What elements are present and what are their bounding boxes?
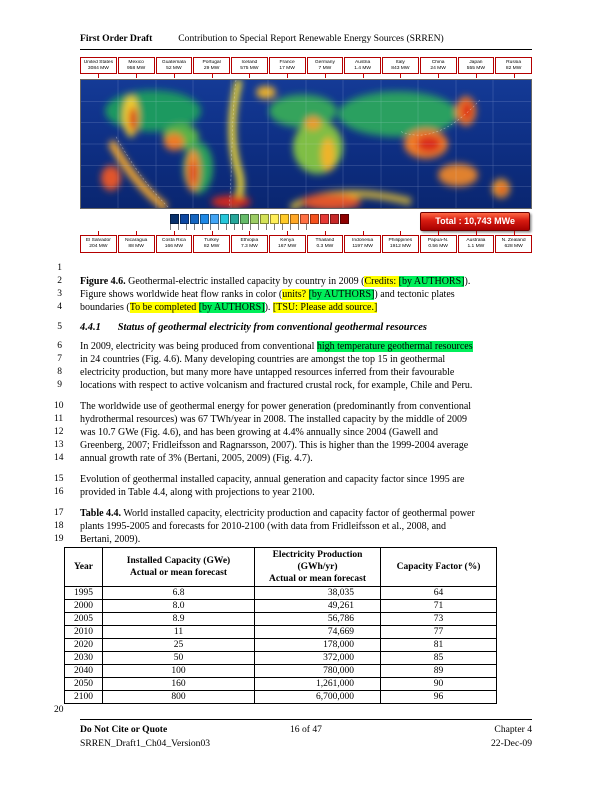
section-heading — [54, 321, 532, 334]
line-number: 15 — [54, 474, 64, 484]
paragraph-text: electricity production, but many more have untapped resources inferred from their favourable — [80, 367, 455, 378]
paragraph-line — [54, 353, 532, 366]
figure-caption-line-3 — [54, 301, 532, 314]
country-capacity-value: 575 MW — [240, 65, 259, 71]
cell-capacity-factor: 64 — [381, 587, 497, 600]
country-name: Kenya — [280, 237, 295, 243]
line-number: 7 — [57, 354, 62, 364]
country-capacity-box — [118, 235, 155, 252]
country-name: Ethiopia — [240, 237, 259, 243]
cell-electricity-production: 56,786 — [255, 613, 381, 626]
country-capacity-box — [118, 57, 155, 74]
section-heading-text — [80, 321, 532, 334]
table-caption-line-3 — [54, 533, 532, 546]
line-number: 11 — [54, 414, 64, 424]
country-name: Turkey — [204, 237, 219, 243]
heatflow-scale-swatch — [320, 214, 329, 224]
cell-year: 2000 — [65, 600, 103, 613]
line-number: 18 — [54, 521, 64, 531]
country-name: Costa Rica — [161, 237, 186, 243]
table-row — [65, 652, 497, 665]
col-header-line: Installed Capacity (GWe) — [126, 556, 231, 566]
cell-installed-capacity: 6.8 — [103, 587, 255, 600]
cell-installed-capacity: 800 — [103, 691, 255, 704]
paragraph-text: In 2009, electricity was being produced from conventional — [80, 341, 317, 352]
cell-electricity-production: 6,700,000 — [255, 691, 381, 704]
table-row — [65, 678, 497, 691]
country-name: United States — [83, 59, 114, 65]
cell-year: 2040 — [65, 665, 103, 678]
world-heat-flow-map-graphic — [81, 80, 531, 208]
cell-capacity-factor: 73 — [381, 613, 497, 626]
cell-capacity-factor: 89 — [381, 665, 497, 678]
country-capacity-box — [495, 57, 532, 74]
page-header — [80, 33, 532, 50]
country-capacity-box — [382, 57, 419, 74]
country-name: Japan — [469, 59, 483, 65]
paragraph-text: Evolution of geothermal installed capacity, annual generation and capacity factor since 1995 are — [80, 474, 465, 485]
country-capacity-box — [80, 235, 117, 252]
heat-flow-map — [80, 79, 532, 209]
col-header-year: Year — [65, 548, 103, 587]
blank-text — [80, 704, 532, 717]
country-name: Papua-N. — [427, 237, 449, 243]
figure-caption-line-1 — [54, 275, 532, 288]
line-number: 3 — [57, 289, 62, 299]
country-capacity-value: 29 MW — [203, 65, 220, 71]
highlight-green: [by AUTHORS] — [398, 276, 465, 287]
blank-line — [54, 704, 532, 717]
table-caption-text: Bertani, 2009). — [80, 534, 141, 545]
blank-line — [54, 262, 532, 275]
table-row — [65, 639, 497, 652]
paragraph-text: was 10.7 GWe (Fig. 4.6), and has been growing at 4.4% annually since 2004 (Gawell and — [80, 427, 438, 438]
cell-electricity-production: 49,261 — [255, 600, 381, 613]
table-caption-line-1 — [54, 507, 532, 520]
cell-installed-capacity: 25 — [103, 639, 255, 652]
cell-year: 1995 — [65, 587, 103, 600]
heatflow-scale-swatch — [220, 214, 229, 224]
country-name: Russia — [506, 59, 522, 65]
line-number: 6 — [57, 341, 62, 351]
cell-capacity-factor: 77 — [381, 626, 497, 639]
figure-caption-line-2 — [54, 288, 532, 301]
line-number: 19 — [54, 534, 64, 544]
table-row — [65, 587, 497, 600]
figure-caption-text — [80, 288, 532, 301]
cell-capacity-factor: 81 — [381, 639, 497, 652]
col-header-line: Actual or mean forecast — [130, 568, 227, 578]
country-capacity-value: 167 MW — [278, 243, 297, 249]
heatflow-scale-swatch — [270, 214, 279, 224]
country-capacity-value: 24 MW — [430, 65, 446, 71]
heatflow-scale-swatch — [250, 214, 259, 224]
highlight-green: [by AUTHORS] — [308, 289, 375, 300]
cell-year: 2020 — [65, 639, 103, 652]
country-capacity-box — [231, 235, 268, 252]
country-capacity-box — [458, 235, 495, 252]
country-capacity-box — [420, 235, 457, 252]
country-capacity-box — [269, 57, 306, 74]
paragraph-text: Greenberg, 2007; Fridleifsson and Ragnarsson, 2007). This is higher than the 1999-2004 average — [80, 440, 469, 451]
country-capacity-value: 204 MW — [89, 243, 108, 249]
line-number: 17 — [54, 508, 64, 518]
highlight-yellow: To be completed — [129, 302, 199, 313]
country-capacity-box — [458, 57, 495, 74]
caption-text: boundaries ( — [80, 302, 130, 313]
table-caption-line-2 — [54, 520, 532, 533]
country-capacity-value: 3084 MW — [87, 65, 109, 71]
paragraph-text: in 24 countries (Fig. 4.6). Many developing countries are amongst the top 15 in geothermal — [80, 354, 446, 365]
country-capacity-box — [344, 235, 381, 252]
figure-caption-text — [80, 275, 532, 288]
paragraph-text — [80, 340, 532, 353]
heatflow-scale-swatch — [240, 214, 249, 224]
figure-label: Figure 4.6. — [80, 276, 126, 287]
country-name: Australia — [466, 237, 486, 243]
heatflow-scale-swatch — [210, 214, 219, 224]
country-capacity-box — [495, 235, 532, 252]
country-capacity-value: 958 MW — [127, 65, 146, 71]
col-header-installed-capacity — [103, 548, 255, 587]
top-country-row — [80, 57, 532, 74]
body-content — [54, 262, 532, 717]
heatflow-scale-swatch — [330, 214, 339, 224]
highlight-yellow: Credits: — [364, 276, 399, 287]
cell-installed-capacity: 50 — [103, 652, 255, 665]
country-name: Iceland — [241, 59, 258, 65]
country-name: China — [431, 59, 445, 65]
country-capacity-value: 628 MW — [504, 243, 523, 249]
country-name: Nicaragua — [124, 237, 148, 243]
country-capacity-box — [307, 235, 344, 252]
cell-electricity-production: 74,669 — [255, 626, 381, 639]
country-capacity-value: 82 MW — [203, 243, 220, 249]
cell-electricity-production: 1,261,000 — [255, 678, 381, 691]
line-number: 16 — [54, 487, 64, 497]
col-header-line: Electricity Production — [272, 550, 363, 560]
heatflow-scale-ticks — [170, 224, 313, 230]
country-capacity-box — [156, 57, 193, 74]
country-capacity-box — [193, 57, 230, 74]
country-name: Germany — [314, 59, 335, 65]
caption-text: Geothermal-electric installed capacity by country in 2009 ( — [125, 276, 365, 287]
country-capacity-box — [193, 235, 230, 252]
col-header-line: (GWh/yr) — [297, 562, 338, 572]
footer-notice: Do Not Cite or Quote — [80, 724, 168, 735]
country-name: El Salvador — [85, 237, 111, 243]
country-capacity-box — [344, 57, 381, 74]
table-caption-text — [80, 507, 532, 520]
cell-capacity-factor: 71 — [381, 600, 497, 613]
paragraph-line — [54, 379, 532, 392]
country-capacity-value: 17 MW — [279, 65, 295, 71]
country-name: Portugal — [202, 59, 221, 65]
country-capacity-value: 0.56 MW — [428, 243, 448, 249]
heatflow-scale-swatch — [310, 214, 319, 224]
heatflow-scale-swatch — [230, 214, 239, 224]
paragraph-text: provided in Table 4.4, along with projections to year 2100. — [80, 487, 315, 498]
line-number: 1 — [57, 263, 62, 273]
heatflow-scale-swatch — [200, 214, 209, 224]
country-capacity-value: 166 MW — [164, 243, 183, 249]
highlight-green: high temperature geothermal resources — [316, 341, 473, 352]
heatflow-scale-swatch — [170, 214, 179, 224]
table-row — [65, 665, 497, 678]
cell-capacity-factor: 85 — [381, 652, 497, 665]
cell-installed-capacity: 8.0 — [103, 600, 255, 613]
cell-year: 2050 — [65, 678, 103, 691]
footer-row-2 — [80, 738, 532, 749]
country-name: Austria — [355, 59, 371, 65]
cell-capacity-factor: 96 — [381, 691, 497, 704]
country-capacity-value: 1.1 MW — [467, 243, 485, 249]
line-number: 9 — [57, 380, 62, 390]
section-number: 4.4.1 — [80, 322, 101, 333]
line-number: 14 — [54, 453, 64, 463]
cell-installed-capacity: 100 — [103, 665, 255, 678]
page-footer — [80, 719, 532, 749]
paragraph-line — [54, 473, 532, 486]
cell-installed-capacity: 8.9 — [103, 613, 255, 626]
total-capacity-badge: Total : 10,743 MWe — [420, 212, 530, 231]
cell-year: 2005 — [65, 613, 103, 626]
cell-installed-capacity: 11 — [103, 626, 255, 639]
country-capacity-box — [156, 235, 193, 252]
country-capacity-value: 82 MW — [505, 65, 522, 71]
paragraph-line — [54, 452, 532, 465]
paragraph-line — [54, 340, 532, 353]
country-capacity-box — [231, 57, 268, 74]
header-report-title: Contribution to Special Report Renewable Energy Sources (SRREN) — [178, 33, 444, 44]
country-capacity-box — [307, 57, 344, 74]
country-capacity-box — [80, 57, 117, 74]
line-number: 12 — [54, 427, 64, 437]
country-capacity-box — [269, 235, 306, 252]
cell-installed-capacity: 160 — [103, 678, 255, 691]
cell-electricity-production: 178,000 — [255, 639, 381, 652]
caption-text: ). — [464, 276, 471, 287]
paragraph-text: locations with respect to active volcanism and fractured crustal rock, for example, Chile and Peru. — [80, 380, 473, 391]
country-capacity-box — [420, 57, 457, 74]
line-number: 10 — [54, 401, 64, 411]
footer-chapter: Chapter 4 — [494, 724, 532, 735]
figure-4-6 — [80, 57, 532, 253]
cell-year: 2010 — [65, 626, 103, 639]
line-number: 8 — [57, 367, 62, 377]
country-capacity-value: 52 MW — [166, 65, 182, 71]
country-capacity-value: 88 MW — [128, 243, 144, 249]
caption-text: ) and tectonic plates — [374, 289, 455, 300]
cell-capacity-factor: 90 — [381, 678, 497, 691]
table-label: Table 4.4. — [80, 508, 122, 519]
heatflow-scale-swatch — [300, 214, 309, 224]
cell-year: 2030 — [65, 652, 103, 665]
table-header-row — [65, 548, 497, 587]
table-row — [65, 626, 497, 639]
country-name: Mexico — [128, 59, 144, 65]
country-name: Thailand — [315, 237, 335, 243]
table-4-4 — [64, 547, 497, 704]
highlight-green: [by AUTHORS] — [198, 302, 265, 313]
heatflow-scale-swatch — [190, 214, 199, 224]
country-capacity-value: 0.3 MW — [316, 243, 334, 249]
paragraph-line — [54, 426, 532, 439]
country-name: Philippines — [388, 237, 413, 243]
paragraph-line — [54, 400, 532, 413]
line-number: 5 — [57, 322, 62, 332]
col-header-capacity-factor: Capacity Factor (%) — [381, 548, 497, 587]
heatflow-scale-swatch — [340, 214, 349, 224]
heatflow-scale-swatch — [280, 214, 289, 224]
caption-text: World installed capacity, electricity production and capacity factor of geothermal power — [121, 508, 475, 519]
paragraph-line — [54, 486, 532, 499]
line-number: 2 — [57, 276, 62, 286]
country-name: France — [279, 59, 295, 65]
table-row — [65, 691, 497, 704]
line-number: 20 — [54, 705, 64, 715]
table-row — [65, 613, 497, 626]
table-caption-text: plants 1995-2005 and forecasts for 2010-2100 (with data from Fridleifsson et al., 2008, and — [80, 521, 447, 532]
cell-electricity-production: 780,000 — [255, 665, 381, 678]
footer-page-number: 16 of 47 — [290, 724, 322, 735]
col-header-electricity-production — [255, 548, 381, 587]
country-name: N. Zealand — [501, 237, 526, 243]
country-capacity-value: 7.3 MW — [240, 243, 258, 249]
paragraph-line — [54, 413, 532, 426]
paragraph-line — [54, 366, 532, 379]
country-capacity-value: 1912 MW — [389, 243, 411, 249]
country-capacity-value: 843 MW — [391, 65, 410, 71]
footer-date: 22-Dec-09 — [490, 738, 532, 749]
map-legend-row — [80, 209, 532, 235]
country-capacity-value: 1197 MW — [352, 243, 373, 249]
paragraph-line — [54, 439, 532, 452]
paragraph-text: hydrothermal resources) was 67 TWh/year in 2008. The installed capacity by the middle of 2009 — [80, 414, 468, 425]
line-number: 13 — [54, 440, 64, 450]
heatflow-scale-swatch — [260, 214, 269, 224]
heatflow-scale-swatch — [180, 214, 189, 224]
country-name: Guatemala — [161, 59, 186, 65]
highlight-yellow: units? — [282, 289, 309, 300]
paragraph-text: The worldwide use of geothermal energy for power generation (predominantly from conventional — [80, 401, 472, 412]
heatflow-scale — [170, 214, 349, 224]
line-number: 4 — [57, 302, 62, 312]
figure-caption-text — [80, 301, 532, 314]
header-draft-status: First Order Draft — [80, 33, 153, 44]
country-capacity-value: 555 MW — [466, 65, 485, 71]
cell-year: 2100 — [65, 691, 103, 704]
country-capacity-value: 1.4 MW — [354, 65, 372, 71]
caption-text: Figure shows worldwide heat flow ranks in color ( — [80, 289, 283, 300]
caption-text: ). — [264, 302, 273, 313]
col-header-line: Actual or mean forecast — [269, 574, 366, 584]
country-capacity-value: 7 MW — [318, 65, 332, 71]
country-name: Indonesia — [352, 237, 374, 243]
cell-electricity-production: 38,035 — [255, 587, 381, 600]
table-row — [65, 600, 497, 613]
bottom-country-row — [80, 235, 532, 252]
country-capacity-box — [382, 235, 419, 252]
highlight-yellow: [TSU: Please add source.] — [272, 302, 378, 313]
section-title: Status of geothermal electricity from conventional geothermal resources — [117, 322, 427, 333]
cell-electricity-production: 372,000 — [255, 652, 381, 665]
footer-doc-id: SRREN_Draft1_Ch04_Version03 — [80, 738, 211, 749]
paragraph-text: annual growth rate of 3% (Bertani, 2005, 2009) (Fig. 4.7). — [80, 453, 313, 464]
blank-text — [80, 262, 532, 275]
footer-row-1 — [80, 724, 532, 735]
heatflow-scale-swatch — [290, 214, 299, 224]
country-name: Italy — [395, 59, 405, 65]
